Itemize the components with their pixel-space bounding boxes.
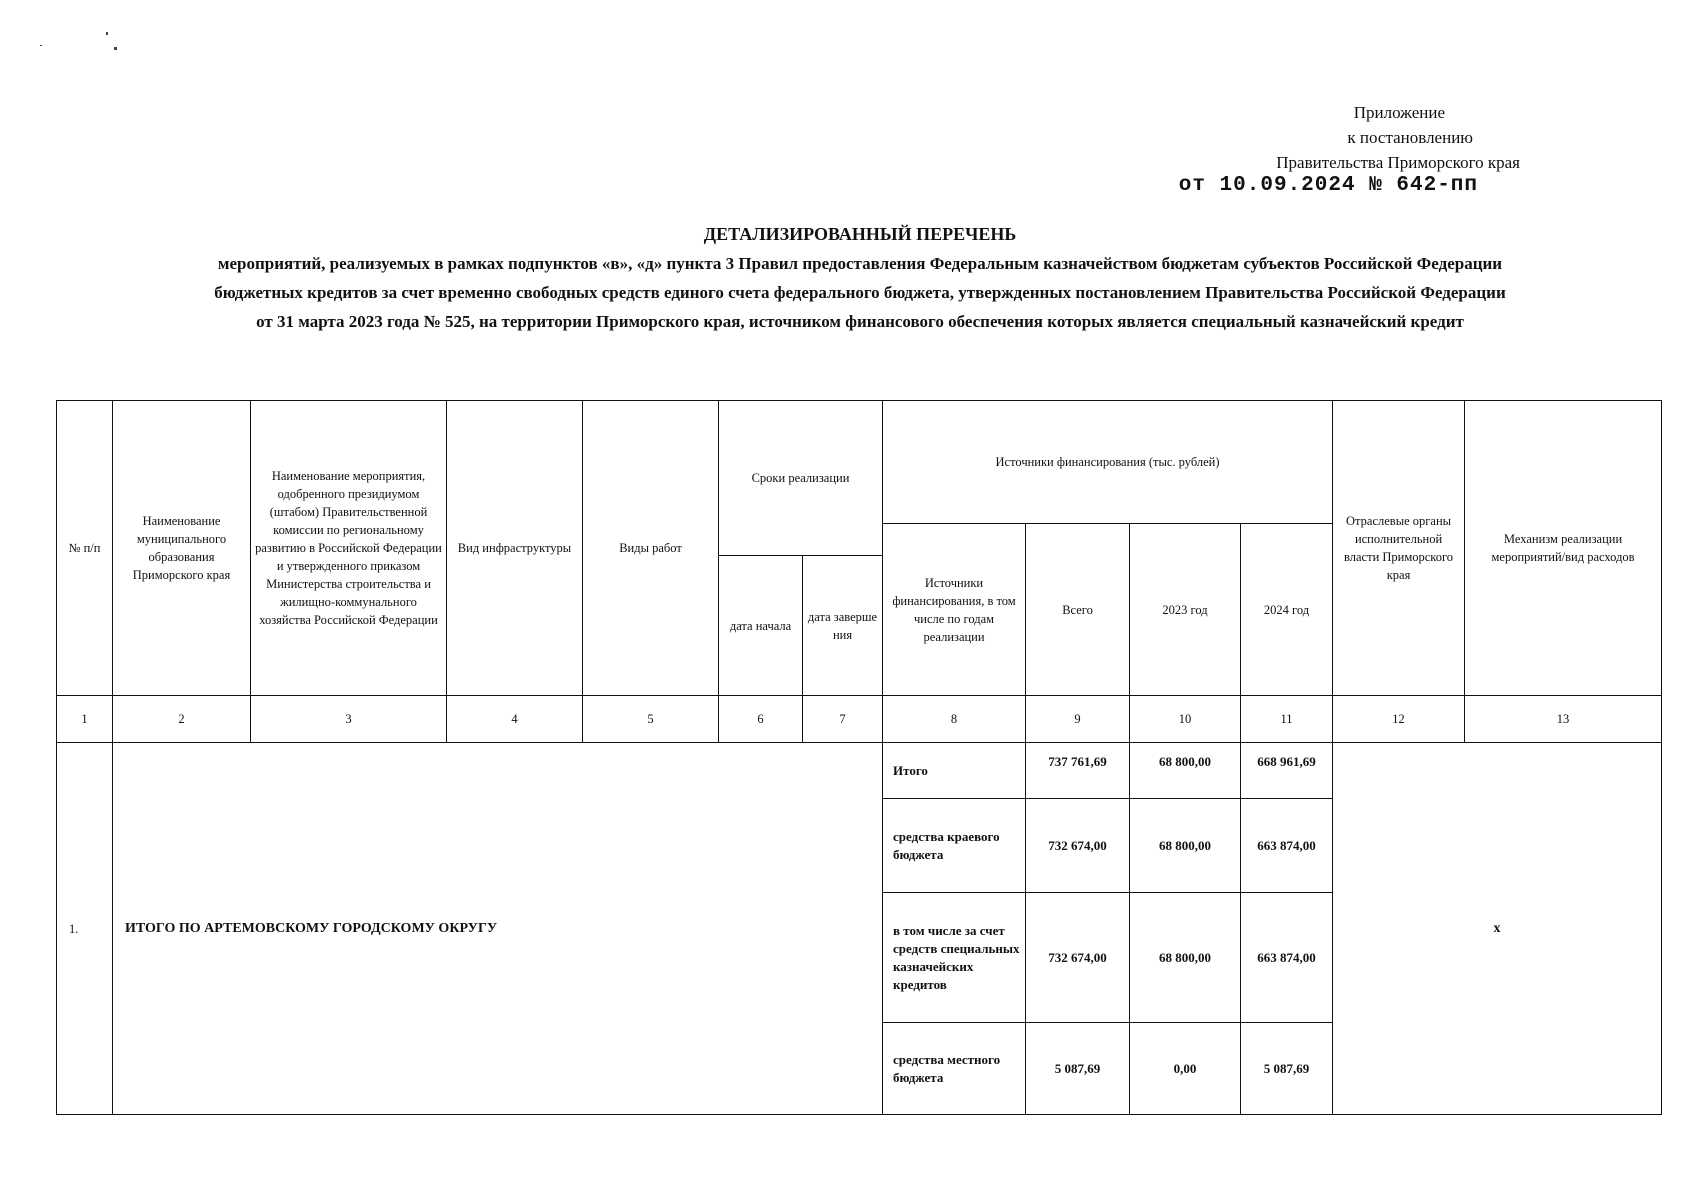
column-number: 6 xyxy=(719,696,803,743)
title-main: ДЕТАЛИЗИРОВАННЫЙ ПЕРЕЧЕНЬ xyxy=(703,224,1017,244)
appendix-line-3: Правительства Приморского края xyxy=(1276,153,1520,172)
total-value: 732 674,00 xyxy=(1026,799,1130,893)
header-col-8: Источники финансирования, в том числе по годам реализации xyxy=(883,524,1026,696)
appendix-line-2: к постановлению xyxy=(1347,128,1473,147)
measures-table xyxy=(56,400,1662,1115)
header-funding: Источники финансирования (тыс. рублей) xyxy=(883,401,1333,524)
column-number: 7 xyxy=(803,696,883,743)
column-number: 12 xyxy=(1333,696,1465,743)
header-col-4: Вид инфраструктуры xyxy=(447,401,583,696)
year-2023-value: 0,00 xyxy=(1130,1023,1241,1115)
header-col-12: Отраслевые органы исполнительной власти Приморского края xyxy=(1333,401,1465,696)
header-col-2: Наименование муниципального образования Приморского края xyxy=(113,401,251,696)
year-2024-value: 668 961,69 xyxy=(1241,743,1333,799)
column-number: 11 xyxy=(1241,696,1333,743)
table-row xyxy=(57,743,1662,799)
header-row-1 xyxy=(57,401,1662,524)
document-title xyxy=(70,220,1650,336)
header-col-1: № п/п xyxy=(57,401,113,696)
header-col-5: Виды работ xyxy=(583,401,719,696)
column-number: 10 xyxy=(1130,696,1241,743)
year-2024-value: 663 874,00 xyxy=(1241,799,1333,893)
column-number: 9 xyxy=(1026,696,1130,743)
header-col-3: Наименование мероприятия, одобренного президиумом (штабом) Правительственной комиссии по региональному развитию в Российской Федерации и утвержденного приказом Министерства строительства и жилищно-коммунального хозяйства Российской Федерации xyxy=(251,401,447,696)
scan-specks xyxy=(40,30,130,60)
year-2023-value: 68 800,00 xyxy=(1130,799,1241,893)
header-col-7: дата заверше ния xyxy=(803,556,883,696)
header-terms: Сроки реализации xyxy=(719,401,883,556)
appendix-header xyxy=(1120,100,1520,175)
column-number: 3 xyxy=(251,696,447,743)
year-2023-value: 68 800,00 xyxy=(1130,893,1241,1023)
funding-source: в том числе за счет средств специальных казначейских кредитов xyxy=(883,893,1026,1023)
section-label: ИТОГО ПО АРТЕМОВСКОМУ ГОРОДСКОМУ ОКРУГУ xyxy=(113,743,883,1115)
total-value: 737 761,69 xyxy=(1026,743,1130,799)
column-number: 13 xyxy=(1465,696,1662,743)
title-line-3: от 31 марта 2023 года № 525, на территории Приморского края, источником финансового обеспечения которых является специальный казначейский кредит xyxy=(256,312,1464,331)
funding-source: Итого xyxy=(883,743,1026,799)
decree-number: от 10.09.2024 № 642-пп xyxy=(1178,174,1478,197)
column-number: 8 xyxy=(883,696,1026,743)
year-2023-value: 68 800,00 xyxy=(1130,743,1241,799)
column-number: 2 xyxy=(113,696,251,743)
total-value: 5 087,69 xyxy=(1026,1023,1130,1115)
header-col-13: Механизм реализации мероприятий/вид расходов xyxy=(1465,401,1662,696)
section-number: 1. xyxy=(57,743,113,1115)
title-line-1: мероприятий, реализуемых в рамках подпунктов «в», «д» пункта 3 Правил предоставления Федеральным казначейством бюджетам субъектов Российской Федерации xyxy=(217,254,1503,273)
funding-source: средства местного бюджета xyxy=(883,1023,1026,1115)
header-col-9: Всего xyxy=(1026,524,1130,696)
year-2024-value: 663 874,00 xyxy=(1241,893,1333,1023)
title-line-2: бюджетных кредитов за счет временно свободных средств единого счета федерального бюджета, утвержденных постановлением Правительства Российской Федерации xyxy=(214,283,1506,302)
column-numbers-row xyxy=(57,696,1662,743)
funding-source: средства краевого бюджета xyxy=(883,799,1026,893)
header-col-11: 2024 год xyxy=(1241,524,1333,696)
appendix-line-1: Приложение xyxy=(1353,103,1445,122)
column-number: 4 xyxy=(447,696,583,743)
total-value: 732 674,00 xyxy=(1026,893,1130,1023)
header-col-10: 2023 год xyxy=(1130,524,1241,696)
column-number: 5 xyxy=(583,696,719,743)
header-col-6: дата начала xyxy=(719,556,803,696)
year-2024-value: 5 087,69 xyxy=(1241,1023,1333,1115)
column-number: 1 xyxy=(57,696,113,743)
section-mark: х xyxy=(1333,743,1662,1115)
